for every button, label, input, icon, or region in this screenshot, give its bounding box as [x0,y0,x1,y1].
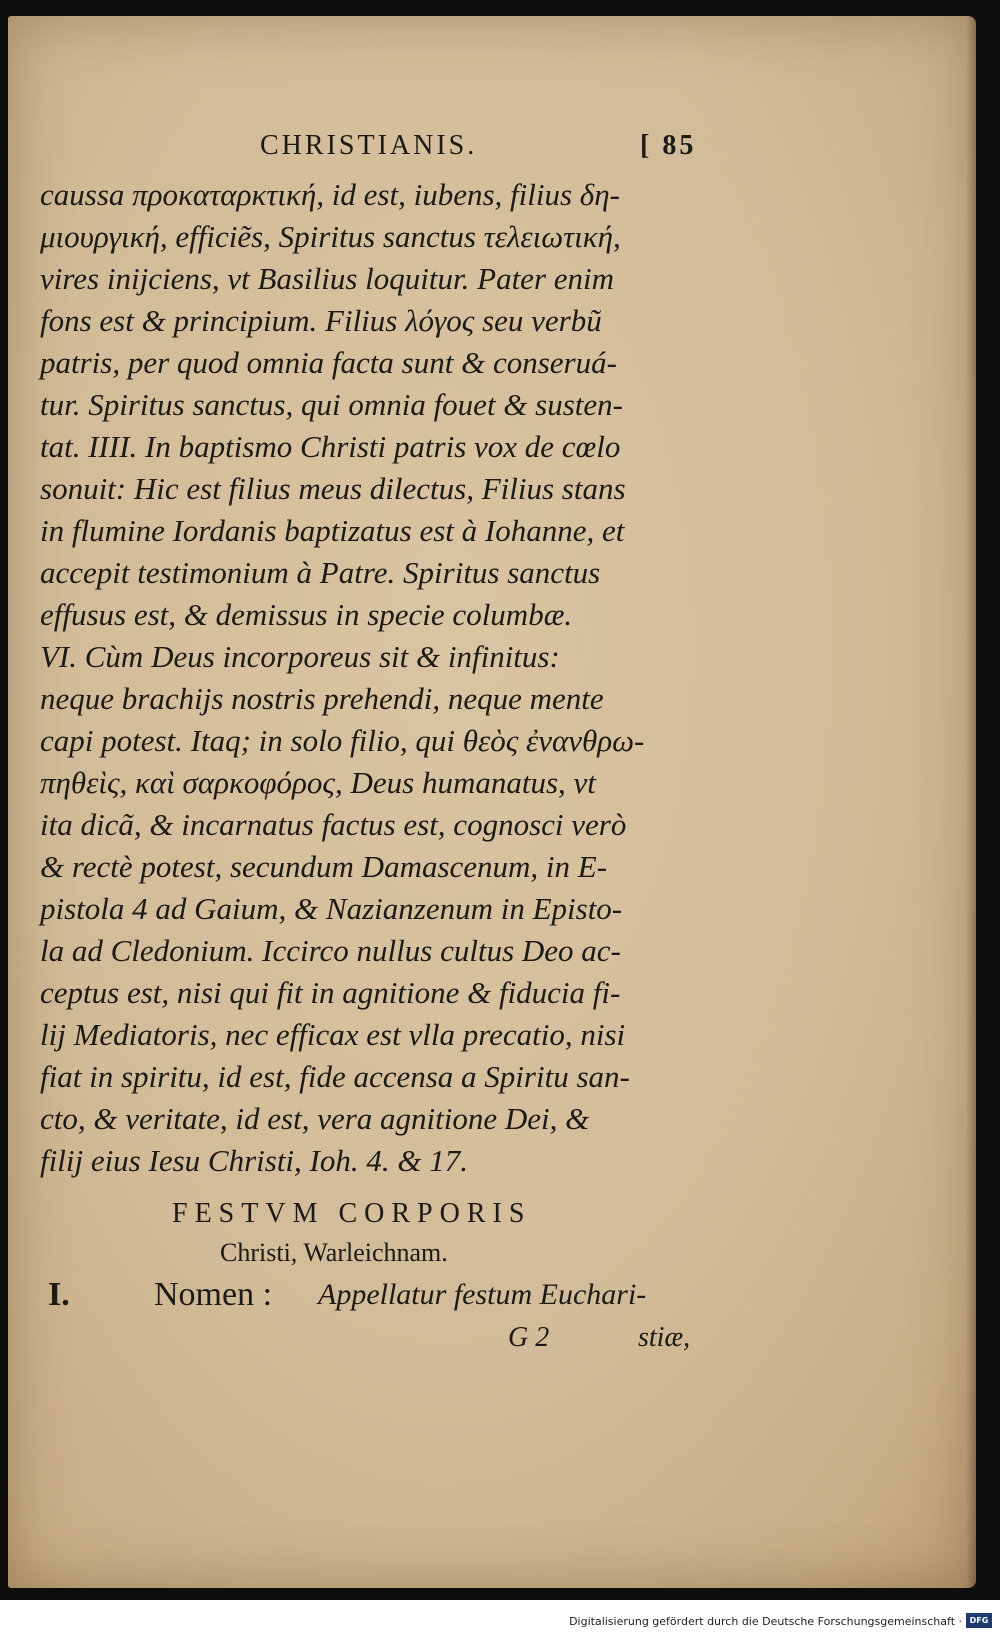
signature-mark: G 2 [508,1322,550,1353]
section-label: Nomen : [154,1276,273,1313]
text-line: ceptus est, nisi qui fit in agnitione & fiducia fi- [40,975,621,1010]
text-line: patris, per quod omnia facta sunt & conseruá- [40,345,617,380]
running-head-title: CHRISTIANIS. [260,130,478,161]
text-line: tur. Spiritus sanctus, qui omnia fouet & susten- [40,387,623,422]
section-heading: FESTVM CORPORIS [172,1198,532,1229]
text-line: effusus est, & demissus in specie columbæ. [40,597,573,632]
text-line: μιουργική, efficiẽs, Spiritus sanctus τελειωτική, [40,219,621,254]
text-line: tat. IIII. In baptismo Christi patris vox de cœlo [40,429,621,464]
page-edge-shadow [966,16,976,1588]
page-number: [ 85 [640,130,697,161]
section-number: I. [48,1276,70,1313]
text-line: pistola 4 ad Gaium, & Nazianzenum in Episto- [40,891,623,926]
text-line: ita dicã, & incarnatus factus est, cognosci verò [40,807,627,842]
text-line: cto, & veritate, id est, vera agnitione Dei, & [40,1101,590,1136]
digitization-footer [0,1603,1000,1641]
catchword: stiæ, [638,1322,691,1353]
section-text: Appellatur festum Euchari- [318,1278,647,1311]
text-line: neque brachijs nostris prehendi, neque mente [40,681,604,716]
text-line: πηθεὶς, καὶ σαρκοφόρος, Deus humanatus, vt [40,765,596,800]
text-line: la ad Cledonium. Iccirco nullus cultus Deo ac- [40,933,621,968]
text-line: in flumine Iordanis baptizatus est à Iohanne, et [40,513,625,548]
text-line: filij eius Iesu Christi, Ioh. 4. & 17. [40,1143,468,1178]
dfg-logo-icon: DFG [966,1613,992,1628]
text-line: lij Mediatoris, nec efficax est vlla precatio, nisi [40,1017,626,1052]
text-line: capi potest. Itaq; in solo filio, qui θεὸς ἐνανθρω- [40,723,645,758]
text-line: fiat in spiritu, id est, fide accensa a Spiritu san- [40,1059,630,1094]
text-line: accepit testimonium à Patre. Spiritus sanctus [40,555,601,590]
text-line: vires inijciens, vt Basilius loquitur. Pater enim [40,261,615,296]
section-subheading: Christi, Warleichnam. [220,1238,448,1267]
book-page [8,16,976,1588]
text-line: VI. Cùm Deus incorporeus sit & infinitus: [40,639,560,674]
text-line: sonuit: Hic est filius meus dilectus, Filius stans [40,471,626,506]
text-line: & rectè potest, secundum Damascenum, in E- [40,849,608,884]
text-line: fons est & principium. Filius λόγος seu verbũ [40,303,602,338]
text-line: caussa προκαταρκτική, id est, iubens, filius δη- [40,177,620,212]
funding-notice: Digitalisierung gefördert durch die Deutsche Forschungsgemeinschaft · [569,1615,962,1628]
